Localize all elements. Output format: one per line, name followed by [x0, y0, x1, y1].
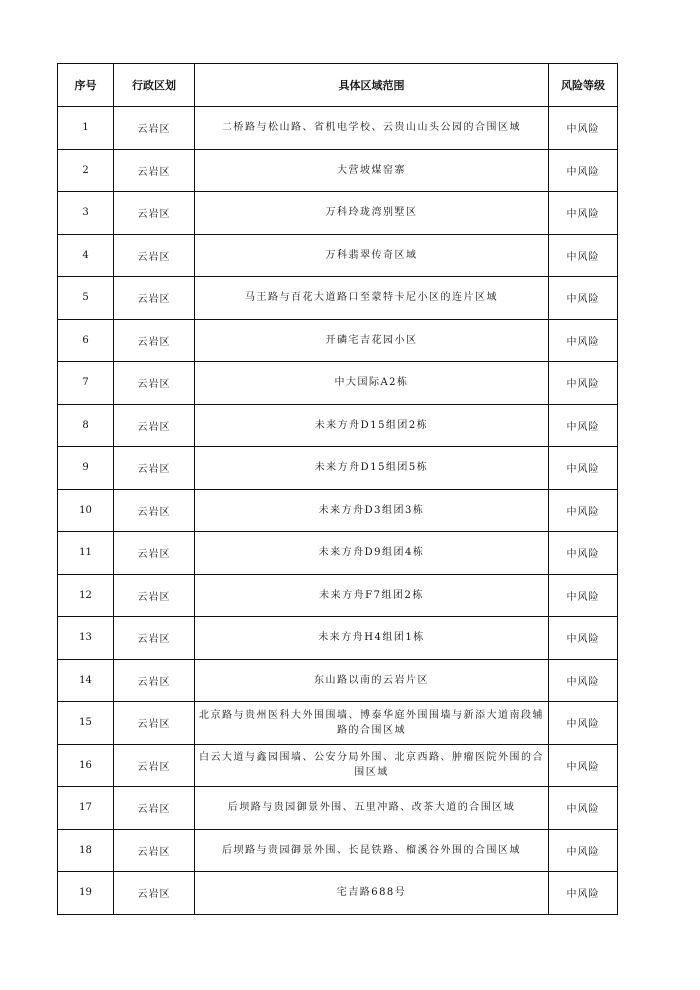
serial-number-cell: 19: [58, 872, 114, 915]
area-scope-cell: 后坝路与贵园御景外围、五里冲路、改茶大道的合围区域: [195, 787, 549, 830]
risk-level-cell: 中风险: [549, 319, 618, 362]
risk-level-cell: 中风险: [549, 872, 618, 915]
area-scope-cell: 未来方舟D3组团3栋: [195, 489, 549, 532]
serial-number-cell: 14: [58, 659, 114, 702]
area-scope-cell: 万科翡翠传奇区域: [195, 234, 549, 277]
table-row: [58, 659, 618, 702]
risk-level-cell: 中风险: [549, 617, 618, 660]
district-cell: 云岩区: [114, 404, 195, 447]
header-risk-level: 风险等级: [549, 64, 618, 107]
risk-level-cell: 中风险: [549, 744, 618, 787]
table-row: [58, 574, 618, 617]
serial-number-cell: 5: [58, 277, 114, 320]
table-row: [58, 404, 618, 447]
table-row: [58, 532, 618, 575]
table-row: [58, 192, 618, 235]
area-scope-cell: 万科玲珑湾别墅区: [195, 192, 549, 235]
district-cell: 云岩区: [114, 234, 195, 277]
table-row: [58, 362, 618, 405]
area-scope-cell: 未来方舟H4组团1栋: [195, 617, 549, 660]
risk-level-cell: 中风险: [549, 107, 618, 150]
serial-number-cell: 8: [58, 404, 114, 447]
district-cell: 云岩区: [114, 702, 195, 745]
area-scope-cell: 开磷宅吉花园小区: [195, 319, 549, 362]
header-area-scope: 具体区域范围: [195, 64, 549, 107]
serial-number-cell: 7: [58, 362, 114, 405]
serial-number-cell: 17: [58, 787, 114, 830]
district-cell: 云岩区: [114, 787, 195, 830]
district-cell: 云岩区: [114, 192, 195, 235]
area-scope-cell: 未来方舟D15组团5栋: [195, 447, 549, 490]
district-cell: 云岩区: [114, 744, 195, 787]
risk-level-cell: 中风险: [549, 489, 618, 532]
serial-number-cell: 4: [58, 234, 114, 277]
district-cell: 云岩区: [114, 277, 195, 320]
area-scope-cell: 马王路与百花大道路口至蒙特卡尼小区的连片区域: [195, 277, 549, 320]
table-row: [58, 489, 618, 532]
area-scope-cell: 未来方舟D15组团2栋: [195, 404, 549, 447]
risk-level-cell: 中风险: [549, 532, 618, 575]
district-cell: 云岩区: [114, 362, 195, 405]
risk-level-cell: 中风险: [549, 362, 618, 405]
table-row: [58, 744, 618, 787]
table-row: [58, 872, 618, 915]
table-row: [58, 277, 618, 320]
area-scope-cell: 宅吉路688号: [195, 872, 549, 915]
district-cell: 云岩区: [114, 872, 195, 915]
serial-number-cell: 18: [58, 829, 114, 872]
table-row: [58, 319, 618, 362]
table-row: [58, 107, 618, 150]
serial-number-cell: 12: [58, 574, 114, 617]
serial-number-cell: 6: [58, 319, 114, 362]
area-scope-cell: 后坝路与贵园御景外围、长昆铁路、榴溪谷外围的合围区域: [195, 829, 549, 872]
serial-number-cell: 1: [58, 107, 114, 150]
serial-number-cell: 16: [58, 744, 114, 787]
district-cell: 云岩区: [114, 574, 195, 617]
serial-number-cell: 2: [58, 149, 114, 192]
risk-level-cell: 中风险: [549, 659, 618, 702]
table-row: [58, 702, 618, 745]
risk-level-cell: 中风险: [549, 829, 618, 872]
table-row: [58, 447, 618, 490]
header-district: 行政区划: [114, 64, 195, 107]
serial-number-cell: 3: [58, 192, 114, 235]
table-row: [58, 617, 618, 660]
district-cell: 云岩区: [114, 107, 195, 150]
risk-level-cell: 中风险: [549, 574, 618, 617]
area-scope-cell: 白云大道与鑫园围墙、公安分局外围、北京西路、肿瘤医院外围的合围区域: [195, 744, 549, 787]
risk-level-cell: 中风险: [549, 447, 618, 490]
district-cell: 云岩区: [114, 829, 195, 872]
table-row: [58, 787, 618, 830]
table-body: [58, 107, 618, 915]
district-cell: 云岩区: [114, 532, 195, 575]
table-row: [58, 234, 618, 277]
table-row: [58, 149, 618, 192]
risk-level-cell: 中风险: [549, 404, 618, 447]
area-scope-cell: 二桥路与松山路、省机电学校、云贵山山头公园的合围区域: [195, 107, 549, 150]
area-scope-cell: 未来方舟F7组团2栋: [195, 574, 549, 617]
district-cell: 云岩区: [114, 447, 195, 490]
risk-level-cell: 中风险: [549, 787, 618, 830]
risk-level-cell: 中风险: [549, 702, 618, 745]
serial-number-cell: 15: [58, 702, 114, 745]
district-cell: 云岩区: [114, 489, 195, 532]
area-scope-cell: 北京路与贵州医科大外围围墙、博泰华庭外围围墙与新添大道南段辅路的合围区域: [195, 702, 549, 745]
serial-number-cell: 11: [58, 532, 114, 575]
serial-number-cell: 9: [58, 447, 114, 490]
district-cell: 云岩区: [114, 617, 195, 660]
risk-level-cell: 中风险: [549, 192, 618, 235]
area-scope-cell: 中大国际A2栋: [195, 362, 549, 405]
district-cell: 云岩区: [114, 149, 195, 192]
table-header-row: [58, 64, 618, 107]
district-cell: 云岩区: [114, 319, 195, 362]
header-serial-number: 序号: [58, 64, 114, 107]
area-scope-cell: 未来方舟D9组团4栋: [195, 532, 549, 575]
risk-area-table: [57, 63, 618, 915]
serial-number-cell: 10: [58, 489, 114, 532]
risk-level-cell: 中风险: [549, 234, 618, 277]
risk-level-cell: 中风险: [549, 149, 618, 192]
risk-level-cell: 中风险: [549, 277, 618, 320]
serial-number-cell: 13: [58, 617, 114, 660]
area-scope-cell: 东山路以南的云岩片区: [195, 659, 549, 702]
district-cell: 云岩区: [114, 659, 195, 702]
table-row: [58, 829, 618, 872]
area-scope-cell: 大营坡煤窑寨: [195, 149, 549, 192]
